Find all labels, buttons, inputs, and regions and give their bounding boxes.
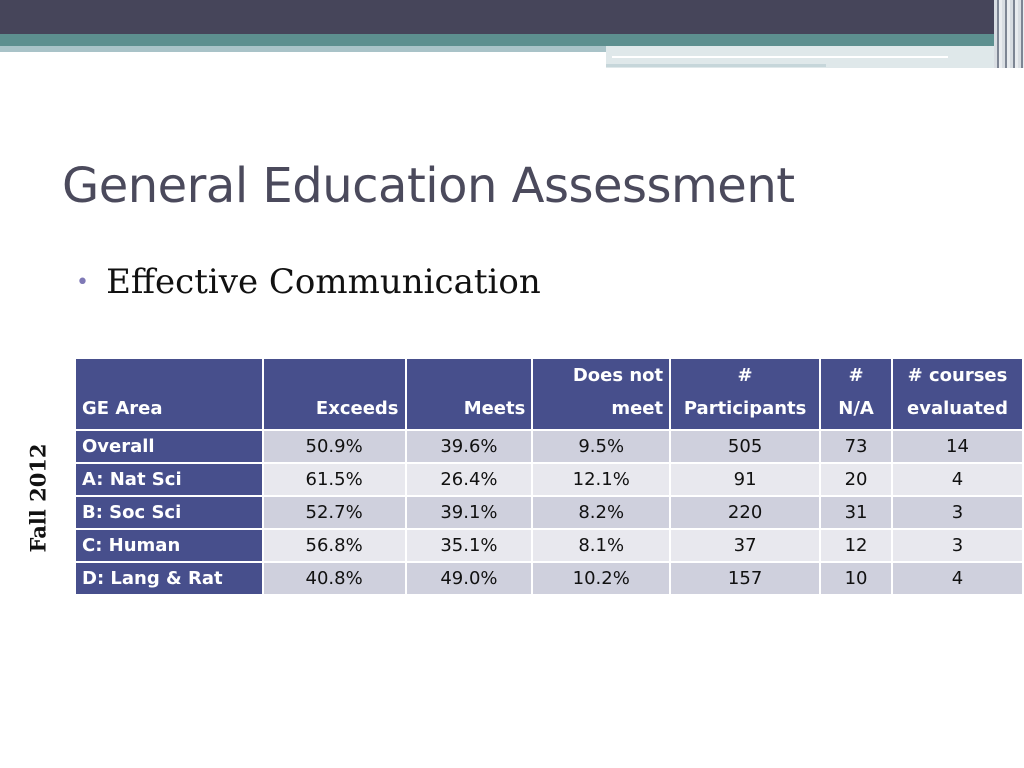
cell-exceeds: 40.8% xyxy=(264,563,405,594)
assessment-table xyxy=(74,357,1024,596)
banner-dark-band xyxy=(0,0,1024,34)
cell-na: 20 xyxy=(821,464,891,495)
banner-light-band xyxy=(0,46,606,52)
table-row xyxy=(76,530,1022,561)
header-na: # N/A xyxy=(821,359,891,429)
cell-exceeds: 50.9% xyxy=(264,431,405,462)
cell-meets: 35.1% xyxy=(407,530,532,561)
side-label: Fall 2012 xyxy=(25,443,51,553)
table-row xyxy=(76,497,1022,528)
cell-participants: 91 xyxy=(671,464,819,495)
cell-meets: 26.4% xyxy=(407,464,532,495)
banner-line xyxy=(606,64,826,67)
header-does-not-meet: Does not meet xyxy=(533,359,669,429)
row-area: A: Nat Sci xyxy=(76,464,262,495)
cell-does-not-meet: 12.1% xyxy=(533,464,669,495)
cell-exceeds: 56.8% xyxy=(264,530,405,561)
cell-exceeds: 52.7% xyxy=(264,497,405,528)
table-row xyxy=(76,464,1022,495)
header-meets: Meets xyxy=(407,359,532,429)
cell-participants: 505 xyxy=(671,431,819,462)
cell-courses: 14 xyxy=(893,431,1022,462)
cell-does-not-meet: 10.2% xyxy=(533,563,669,594)
banner-stripes xyxy=(994,0,1024,68)
cell-na: 73 xyxy=(821,431,891,462)
cell-meets: 39.6% xyxy=(407,431,532,462)
header-courses-evaluated: # courses evaluated xyxy=(893,359,1022,429)
cell-courses: 4 xyxy=(893,464,1022,495)
table-header-row xyxy=(76,359,1022,429)
bullet-text: Effective Communication xyxy=(106,262,541,302)
row-area: D: Lang & Rat xyxy=(76,563,262,594)
row-area: C: Human xyxy=(76,530,262,561)
table-row xyxy=(76,431,1022,462)
cell-does-not-meet: 8.1% xyxy=(533,530,669,561)
row-area: Overall xyxy=(76,431,262,462)
table-row xyxy=(76,563,1022,594)
cell-courses: 3 xyxy=(893,497,1022,528)
banner-line xyxy=(612,56,948,58)
cell-does-not-meet: 9.5% xyxy=(533,431,669,462)
cell-na: 10 xyxy=(821,563,891,594)
bullet-dot-icon: • xyxy=(76,269,89,295)
cell-na: 31 xyxy=(821,497,891,528)
cell-exceeds: 61.5% xyxy=(264,464,405,495)
cell-meets: 39.1% xyxy=(407,497,532,528)
cell-courses: 3 xyxy=(893,530,1022,561)
cell-participants: 220 xyxy=(671,497,819,528)
bullet-item xyxy=(76,262,541,302)
header-ge-area: GE Area xyxy=(76,359,262,429)
cell-does-not-meet: 8.2% xyxy=(533,497,669,528)
cell-participants: 37 xyxy=(671,530,819,561)
cell-na: 12 xyxy=(821,530,891,561)
banner-teal-band xyxy=(0,34,1024,46)
row-area: B: Soc Sci xyxy=(76,497,262,528)
header-exceeds: Exceeds xyxy=(264,359,405,429)
header-participants: # Participants xyxy=(671,359,819,429)
slide-title: General Education Assessment xyxy=(62,158,795,214)
cell-participants: 157 xyxy=(671,563,819,594)
cell-courses: 4 xyxy=(893,563,1022,594)
cell-meets: 49.0% xyxy=(407,563,532,594)
